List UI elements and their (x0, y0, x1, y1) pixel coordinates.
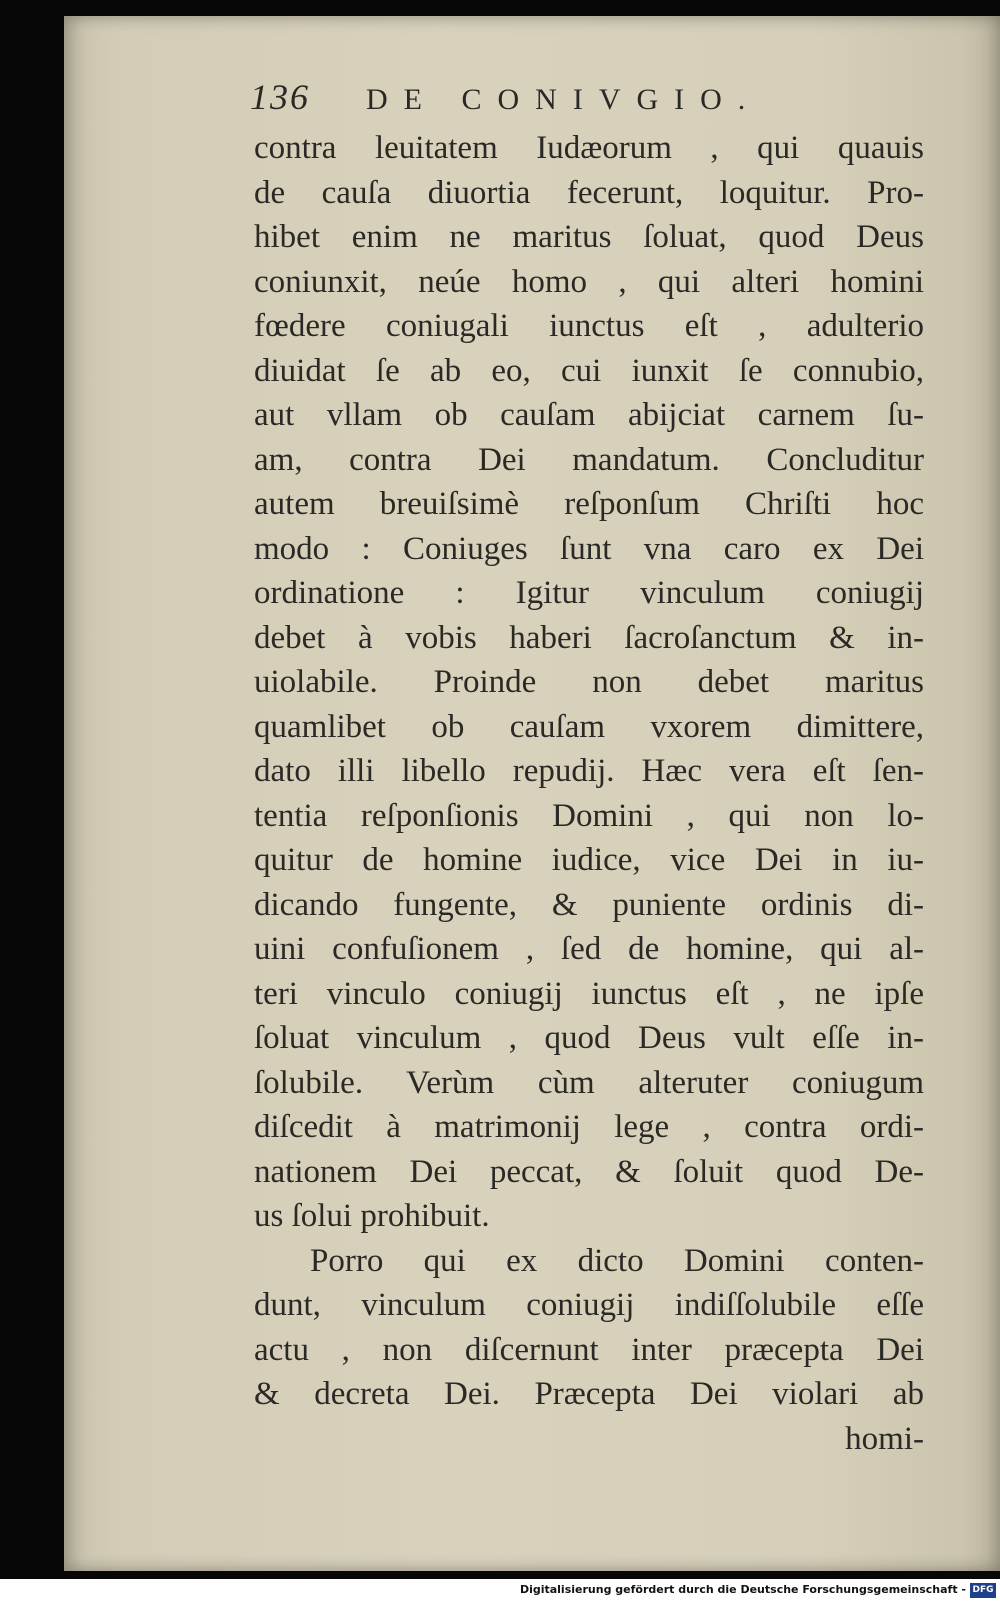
text-line: de cauſa diuortia fecerunt, loquitur. Pro- (254, 174, 924, 211)
text-line: autem breuiſsimè reſponſum Chriſti hoc (254, 486, 924, 522)
text-line: & decreta Dei. Præcepta Dei violari ab (254, 1376, 924, 1412)
text-line: dunt, vinculum coniugij indiſſolubile eſſe (254, 1287, 924, 1323)
text-line: teri vinculo coniugij iunctus eſt , ne ipſe (254, 975, 924, 1012)
text-line: dato illi libello repudij. Hæc vera eſt ſen- (254, 753, 924, 789)
text-line: uini confuſionem , ſed de homine, qui al- (254, 931, 924, 967)
running-title: DE CONIVGIO. (366, 83, 762, 116)
text-line: ſolubile. Verùm cùm alteruter coniugum (254, 1064, 924, 1101)
paragraph-first-line: Porro qui ex dicto Domini conten- (310, 1242, 924, 1279)
text-line: tentia reſponſionis Domini , qui non lo- (254, 797, 924, 834)
page-number: 136 (250, 77, 310, 117)
funding-credit: Digitalisierung gefördert durch die Deutsche Forschungsgemeinschaft - (519, 1583, 966, 1596)
text-line: fœdere coniugali iunctus eſt , adulterio (254, 308, 924, 344)
body-text (254, 126, 924, 1461)
text-line: coniunxit, neúe homo , qui alteri homini (254, 263, 924, 300)
text-line: diſcedit à matrimonij lege , contra ordi- (254, 1109, 924, 1145)
text-line: quamlibet ob cauſam vxorem dimittere, (254, 708, 924, 745)
digitization-footer (0, 1579, 1000, 1605)
text-line: contra leuitatem Iudæorum , qui quauis (254, 130, 924, 166)
text-line: dicando fungente, & puniente ordinis di- (254, 886, 924, 923)
text-line: hibet enim ne maritus ſoluat, quod Deus (254, 219, 924, 255)
book-page (64, 16, 1000, 1571)
dfg-logo-icon: DFG (970, 1583, 996, 1598)
text-line: modo : Coniuges ſunt vna caro ex Dei (254, 530, 924, 567)
text-line: ordinatione : Igitur vinculum coniugij (254, 575, 924, 611)
text-line: actu , non diſcernunt inter præcepta Dei (254, 1331, 924, 1368)
text-line: debet à vobis haberi ſacroſanctum & in- (254, 619, 924, 656)
page-header (250, 76, 761, 128)
text-line: diuidat ſe ab eo, cui iunxit ſe connubio, (254, 352, 924, 389)
text-line: nationem Dei peccat, & ſoluit quod De- (254, 1153, 924, 1190)
catchword: homi- (845, 1420, 924, 1457)
text-line: aut vllam ob cauſam abijciat carnem ſu- (254, 397, 924, 433)
text-line: ſoluat vinculum , quod Deus vult eſſe in- (254, 1020, 924, 1056)
text-line: quitur de homine iudice, vice Dei in iu- (254, 842, 924, 878)
paragraph-last-line: us ſolui prohibuit. (254, 1198, 490, 1234)
text-line: uiolabile. Proinde non debet maritus (254, 664, 924, 700)
text-line: am, contra Dei mandatum. Concluditur (254, 441, 924, 478)
